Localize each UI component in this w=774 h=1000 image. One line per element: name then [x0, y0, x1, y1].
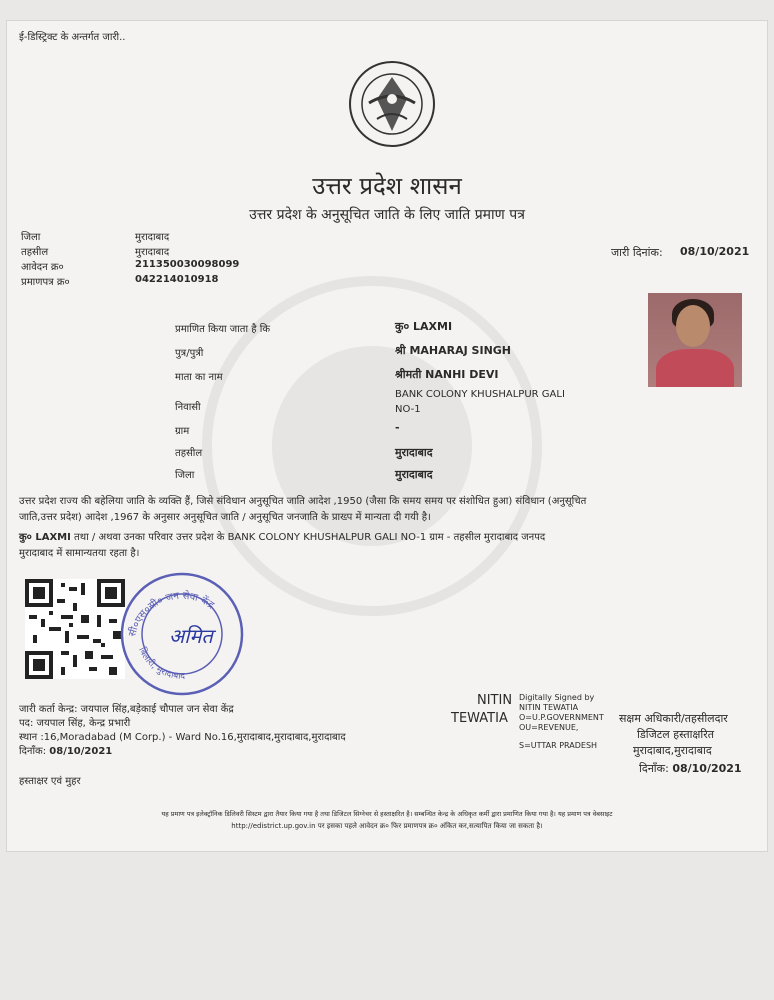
meta-application-value: 211350030098099 — [135, 259, 240, 270]
detail-resident-value-2: NO-1 — [395, 404, 421, 415]
issuer-center: जारी कर्ता केन्द्र: जयपाल सिंह,बड़ेकाई चौपाल जन सेवा केंद्र — [19, 704, 234, 715]
digital-sign-line: Digitally Signed by — [519, 693, 595, 702]
issuer-post: पद: जयपाल सिंह, केन्द्र प्रभारी — [19, 718, 131, 729]
meta-tehsil-label: तहसील — [21, 247, 49, 258]
issuer-date: 08/10/2021 — [49, 746, 113, 757]
applicant-photo — [648, 293, 742, 387]
meta-district-value: मुरादाबाद — [135, 232, 170, 243]
detail-tehsil-label: तहसील — [175, 448, 203, 459]
officer-digitally-signed: डिजिटल हस्ताक्षरित — [637, 728, 714, 741]
detail-village-value: - — [395, 421, 400, 434]
officer-date-label: दिनाँक: — [639, 762, 669, 775]
stamp-text: सी०एस०सी० जन सेवा केंद्र — [127, 590, 216, 638]
detail-district-label: जिला — [175, 470, 195, 481]
signature: अमित — [169, 624, 213, 648]
detail-mother-value: श्रीमती NANHI DEVI — [395, 368, 499, 381]
certificate-subtitle: उत्तर प्रदेश के अनुसूचित जाति के लिए जाति प्रमाण पत्र — [249, 207, 525, 223]
certificate-title: उत्तर प्रदेश शासन — [312, 172, 462, 200]
meta-district-label: जिला — [21, 232, 41, 243]
svg-text:बिलारी, मुरादाबाद — [136, 645, 185, 682]
qr-code — [25, 579, 125, 679]
officer-date: 08/10/2021 — [672, 762, 742, 775]
meta-certificate-value: 042214010918 — [135, 274, 219, 285]
sign-and-seal: हस्ताक्षर एवं मुहर — [19, 776, 81, 787]
detail-parent-label: पुत्र/पुत्री — [175, 348, 204, 359]
certificate-sheet — [6, 20, 768, 852]
digital-sign-line: O=U.P.GOVERNMENT — [519, 713, 604, 722]
detail-certified-value: कु० LAXMI — [395, 320, 453, 333]
caste-paragraph-line-2: जाति,उत्तर प्रदेश) आदेश ,1967 के अनुसार अनुसूचित जाति / अनुसूचित जनजाति के प्राख्प में मान्यता दी गयी है। — [19, 512, 431, 523]
digital-sign-line: S=UTTAR PRADESH — [519, 741, 598, 750]
detail-resident-label: निवासी — [175, 402, 201, 413]
detail-village-label: ग्राम — [175, 426, 190, 437]
detail-resident-value: BANK COLONY KHUSHALPUR GALI — [395, 389, 565, 400]
footer-line-1: यह प्रमाण पत्र इलेक्ट्रॉनिक डिलिवरी सिस्टम द्वारा तैयार किया गया है तथा डिजिटल सिग्नेचर से हस्ताक्षरित है। सम्बन्धित केन्द्र के अधिकृत कर्मी द्वारा प्रमाणित किया गया है। यह प्रमाण पत्र वेबसाइट — [161, 810, 613, 818]
officer-location: मुरादाबाद,मुरादाबाद — [633, 744, 712, 757]
residence-paragraph-line-1: तथा / अथवा उनका परिवार उत्तर प्रदेश के BANK COLONY KHUSHALPUR GALI NO-1 ग्राम - तहसील मुरादाबाद जनपद — [74, 532, 546, 543]
residence-name: कु० LAXMI — [19, 532, 71, 543]
seal-stamp — [117, 569, 247, 699]
digital-sign-name-2: TEWATIA — [451, 711, 508, 726]
digital-sign-line: OU=REVENUE, — [519, 723, 579, 732]
footer-line-2: http://edistrict.up.gov.in पर इसका पहले आवेदन क्र० फिर प्रमाणपत्र क्र० अंकित कर,सत्यापित किया जा सकता है। — [231, 822, 543, 830]
detail-certified-label: प्रमाणित किया जाता है कि — [175, 324, 271, 335]
caste-paragraph-line-1: उत्तर प्रदेश राज्य की बहेलिया जाति के व्यक्ति हैं, जिसे संविधान अनुसूचित जाति आदेश ,1950 (जैसा कि समय समय पर संशोधित हुआ) संविधान (अनुसूचित — [19, 496, 587, 507]
digital-sign-details — [519, 693, 604, 751]
detail-parent-value: श्री MAHARAJ SINGH — [395, 344, 512, 357]
detail-tehsil-value: मुरादाबाद — [395, 446, 433, 459]
detail-mother-label: माता का नाम — [175, 372, 223, 383]
issuer-location: स्थान :16,Moradabad (M Corp.) - Ward No.16,मुरादाबाद,मुरादाबाद,मुरादाबाद — [19, 732, 346, 743]
meta-certificate-label: प्रमाणपत्र क्र० — [21, 277, 70, 288]
stamp-bottom-text: बिलारी, मुरादाबाद — [136, 645, 186, 682]
detail-district-value: मुरादाबाद — [395, 468, 433, 481]
up-government-emblem — [347, 59, 437, 149]
residence-paragraph-line-2: मुरादाबाद में सामान्यतया रहता है। — [19, 548, 140, 559]
header-note: ई-डिस्ट्रिक्ट के अन्तर्गत जारी.. — [19, 32, 126, 43]
officer-designation: सक्षम अधिकारी/तहसीलदार — [619, 712, 728, 725]
issue-date: 08/10/2021 — [680, 245, 750, 258]
digital-sign-line: NITIN TEWATIA — [519, 703, 579, 712]
meta-tehsil-value: मुरादाबाद — [135, 247, 170, 258]
issue-date-label: जारी दिनांक: — [611, 246, 663, 259]
issuer-date-label: दिनाँक: — [19, 746, 47, 757]
digital-sign-name-1: NITIN — [477, 693, 513, 708]
meta-application-label: आवेदन क्र० — [21, 262, 64, 273]
